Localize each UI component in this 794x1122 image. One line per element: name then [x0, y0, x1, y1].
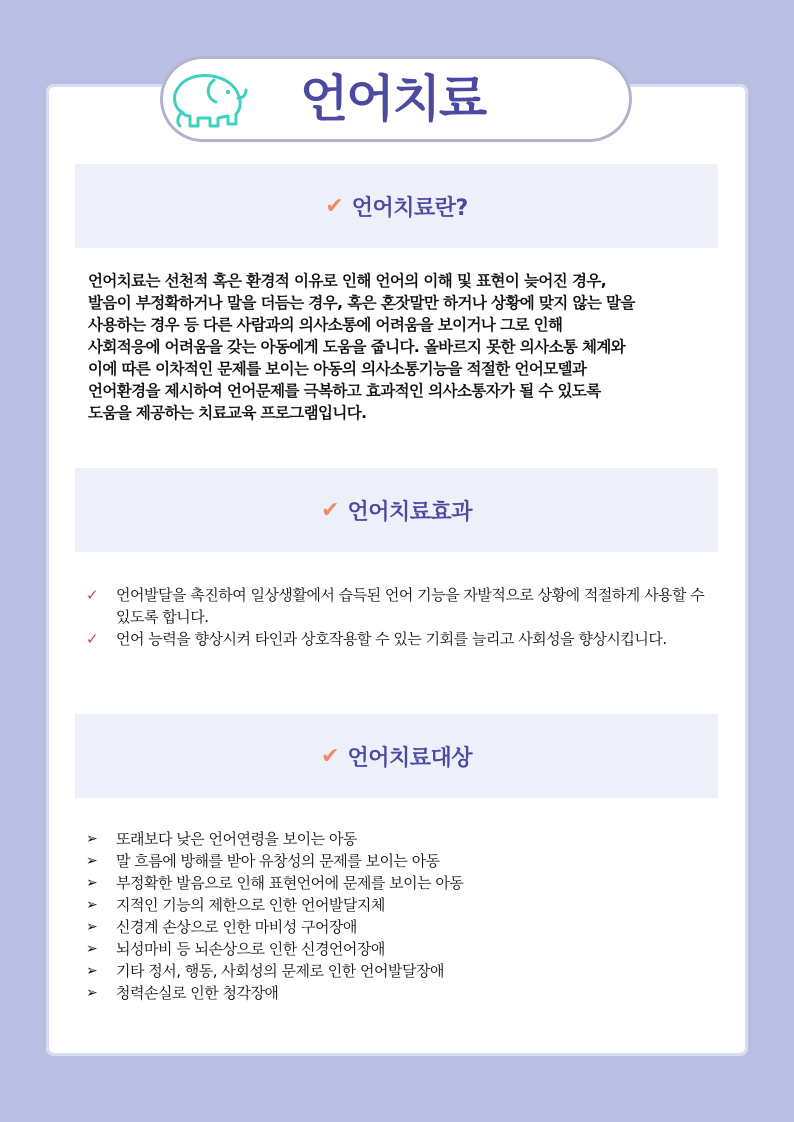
list-item: [86, 982, 706, 1004]
list-item: [86, 894, 706, 916]
list-item-text: 뇌성마비 등 뇌손상으로 인한 신경언어장애: [116, 940, 385, 958]
arrowhead-icon: ➢: [86, 919, 98, 935]
intro-line: 언어환경을 제시하여 언어문제를 극복하고 효과적인 의사소통자가 될 수 있도록: [88, 382, 601, 400]
page-title: 언어치료: [300, 70, 486, 128]
list-item-text: 신경계 손상으로 인한 마비성 구어장애: [116, 918, 357, 936]
section-heading: 언어치료효과: [347, 499, 472, 525]
intro-line: 도움을 제공하는 치료교육 프로그램입니다.: [88, 404, 367, 422]
intro-line: 사용하는 경우 등 다른 사람과의 의사소통에 어려움을 보이거나 그로 인해: [88, 316, 563, 334]
list-item-text: 부정확한 발음으로 인해 표현언어에 문제를 보이는 아동: [116, 874, 464, 892]
intro-paragraph: [88, 270, 718, 424]
arrowhead-icon: ➢: [86, 941, 98, 957]
list-item: [86, 628, 706, 650]
intro-line: 사회적응에 어려움을 갖는 아동에게 도움을 줍니다. 올바르지 못한 의사소통 체계와: [88, 338, 626, 356]
section-header-targets: [75, 714, 718, 798]
list-item: [86, 960, 706, 982]
checkmark-icon: ✓: [86, 586, 99, 604]
list-item: [86, 938, 706, 960]
intro-line: 이에 따른 이차적인 문제를 보이는 아동의 의사소통기능을 적절한 언어모델과: [88, 360, 587, 378]
list-item-text: 지적인 기능의 제한으로 인한 언어발달지체: [116, 896, 385, 914]
arrowhead-icon: ➢: [86, 853, 98, 869]
arrowhead-icon: ➢: [86, 985, 98, 1001]
list-item: [86, 916, 706, 938]
list-item-text: 언어 능력을 향상시켜 타인과 상호작용할 수 있는 기회를 늘리고 사회성을 향상시킵니다.: [116, 630, 667, 648]
arrowhead-icon: ➢: [86, 875, 98, 891]
section-header-intro: [75, 164, 718, 248]
section-heading: 언어치료대상: [347, 745, 472, 771]
intro-line: 발음이 부정확하거나 말을 더듬는 경우, 혹은 혼잣말만 하거나 상황에 맞지 않는 말을: [88, 294, 635, 312]
checkmark-icon: ✔: [321, 743, 340, 769]
checkmark-icon: ✓: [86, 630, 99, 648]
section-heading: 언어치료란?: [351, 195, 468, 221]
list-item: [86, 584, 706, 628]
effects-list: [86, 584, 706, 650]
checkmark-icon: ✔: [321, 497, 340, 523]
list-item: [86, 872, 706, 894]
list-item-text: 또래보다 낮은 언어연령을 보이는 아동: [116, 830, 357, 848]
list-item-text: 기타 정서, 행동, 사회성의 문제로 인한 언어발달장애: [116, 962, 444, 980]
list-item-text: 말 흐름에 방해를 받아 유창성의 문제를 보이는 아동: [116, 852, 440, 870]
arrowhead-icon: ➢: [86, 831, 98, 847]
intro-line: 언어치료는 선천적 혹은 환경적 이유로 인해 언어의 이해 및 표현이 늦어진 경우,: [88, 272, 606, 290]
list-item-text: 언어발달을 촉진하여 일상생활에서 습득된 언어 기능을 자발적으로 상황에 적절하게 사용할 수 있도록 합니다.: [116, 586, 705, 626]
list-item: [86, 828, 706, 850]
list-item-text: 청력손실로 인한 청각장애: [116, 984, 279, 1002]
elephant-icon: [168, 68, 248, 130]
targets-list: [86, 828, 706, 1004]
arrowhead-icon: ➢: [86, 963, 98, 979]
checkmark-icon: ✔: [325, 193, 344, 219]
list-item: [86, 850, 706, 872]
section-header-effects: [75, 468, 718, 552]
arrowhead-icon: ➢: [86, 897, 98, 913]
